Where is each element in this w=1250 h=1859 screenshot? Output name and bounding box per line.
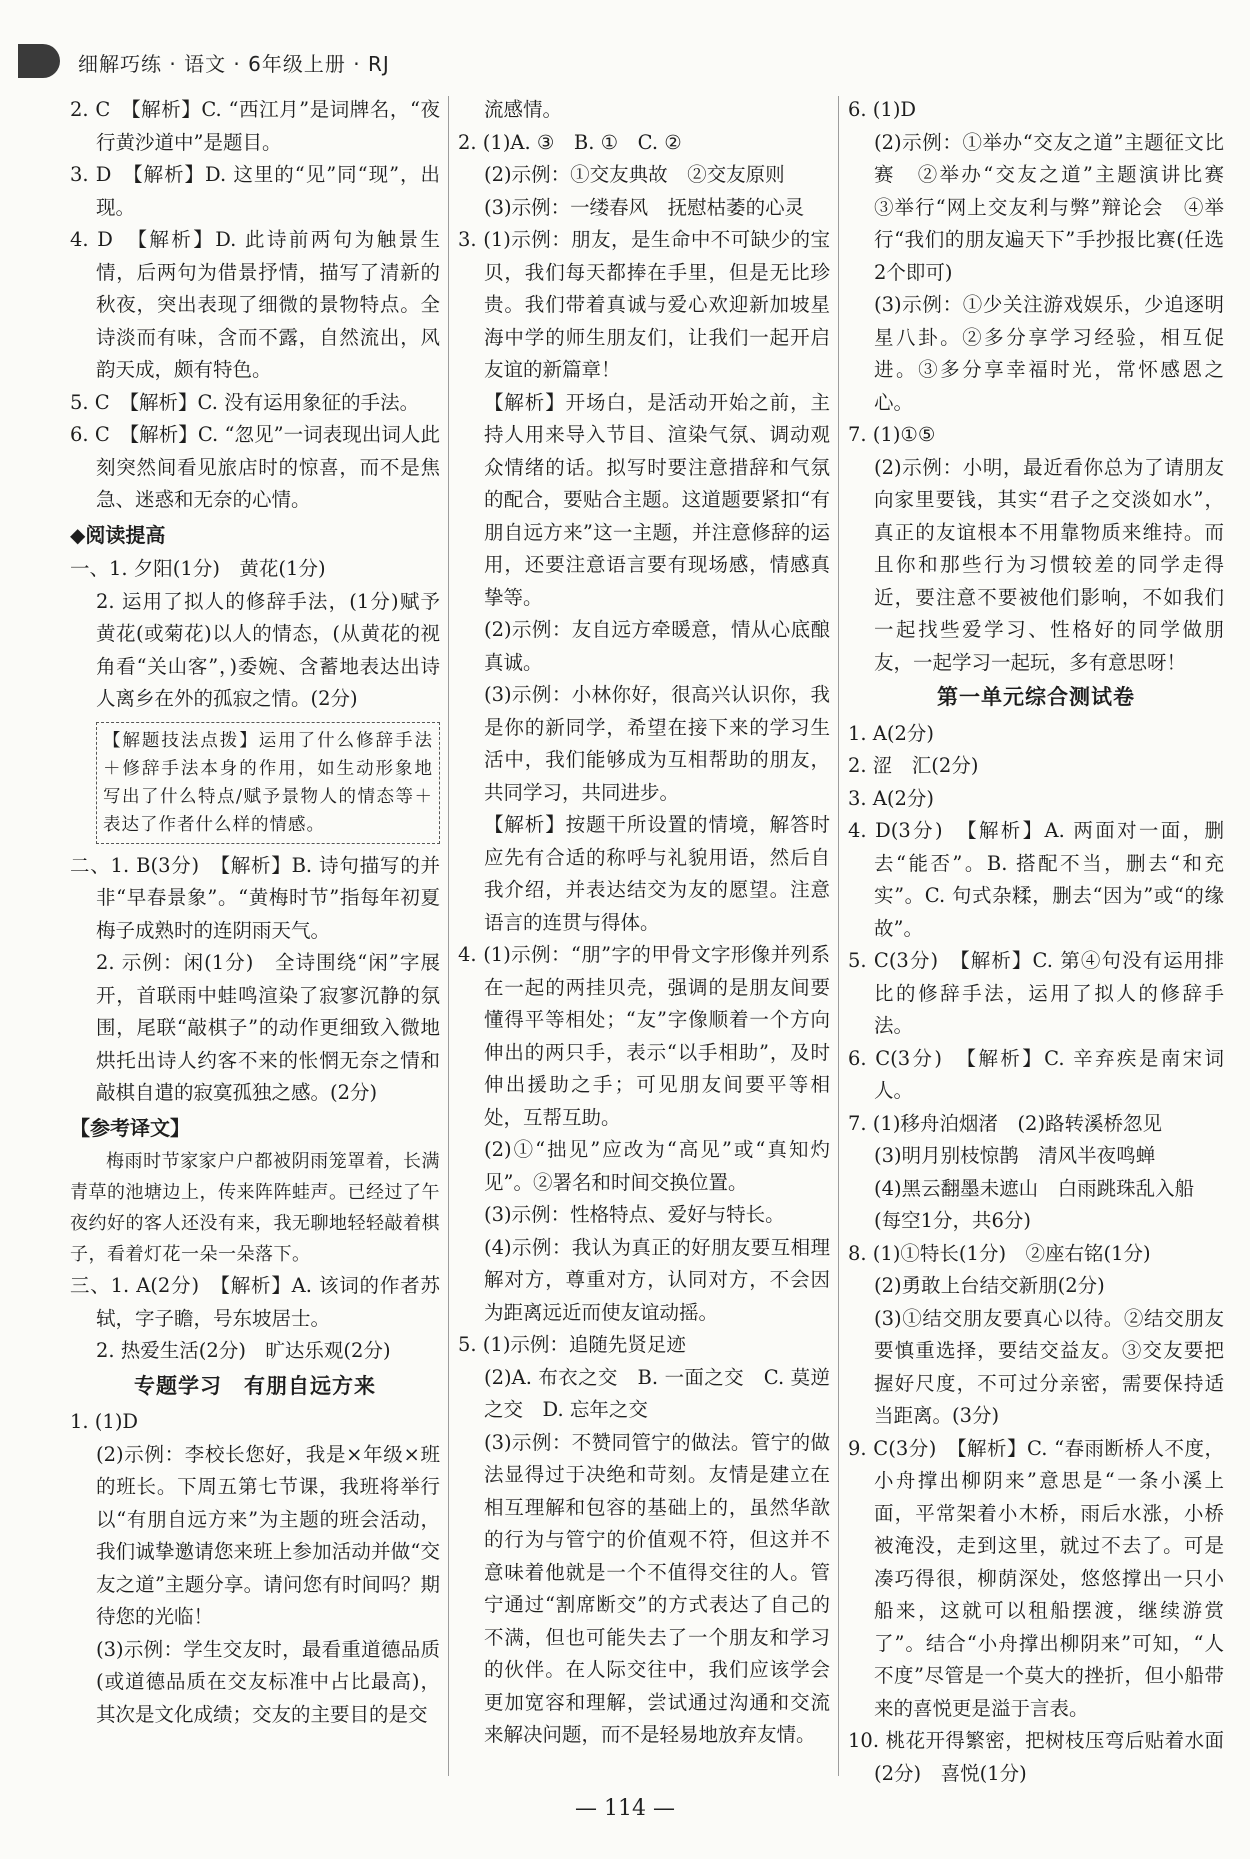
column-divider xyxy=(448,96,449,1776)
book-title: 细解巧练 · 语文 · 6年级上册 · RJ xyxy=(78,52,390,76)
answer-item: 一、1. 夕阳(1分) 黄花(1分) xyxy=(70,557,326,580)
answer-item: (2)示例：友自远方牵暖意，情从心底酿真诚。 xyxy=(484,618,830,674)
column-3 xyxy=(848,94,1244,1790)
answer-item: 4. D(3分) 【解析】A. 两面对一面，删去“能否”。B. 搭配不当，删去“和充实”。C. 句式杂糅，删去“因为”或“的缘故”。 xyxy=(848,819,1224,940)
answer-item: (2)示例：①举办“交友之道”主题征文比赛 ②举办“交友之道”主题演讲比赛 ③举行“网上交友利与弊”辩论会 ④举行“我们的朋友遍天下”手抄报比赛(任选2个即可) xyxy=(874,130,1244,284)
section-title-unit-test: 第一单元综合测试卷 xyxy=(937,685,1135,709)
answer-item: 流感情。 xyxy=(484,98,563,121)
answer-item: (3)示例：一缕春风 抚慰枯萎的心灵 xyxy=(484,195,805,219)
tip-box: 【解题技法点拨】运用了什么修辞手法＋修辞手法本身的作用，如生动形象地写出了什么特点/赋予景物人的情态等＋表达了作者什么样的情感。 xyxy=(96,722,440,844)
answer-item: 6. C(3分) 【解析】C. 辛弃疾是南宋词人。 xyxy=(848,1046,1224,1102)
translation-text: 梅雨时节家家户户都被阴雨笼罩着，长满青草的池塘边上，传来阵阵蛙声。已经过了午夜约好的客人还没有来，我无聊地轻轻敲着棋子，看着灯花一朵一朵落下。 xyxy=(70,1151,440,1265)
column-1 xyxy=(70,94,440,1731)
answer-item: 【解析】按题干所设置的情境，解答时应先有合适的称呼与礼貌用语，然后自我介绍，并表达结交为友的愿望。注意语言的连贯与得体。 xyxy=(484,813,830,934)
section-heading-translation: 【参考译文】 xyxy=(70,1115,190,1140)
answer-item: 10. 桃花开得繁密，把树枝压弯后贴着水面(2分) 喜悦(1分) xyxy=(848,1729,1224,1785)
answer-item: 2. 热爱生活(2分) 旷达乐观(2分) xyxy=(96,1339,391,1362)
answer-item: 2. 示例：闲(1分) 全诗围绕“闲”字展开，首联雨中蛙鸣渲染了寂寥沉静的氛围，尾联“敲棋子”的动作更细致入微地烘托出诗人约客不来的怅惘无奈之情和敲棋自遣的寂寞孤独之感。(2分) xyxy=(96,951,440,1104)
answer-item: 5. C 【解析】C. 没有运用象征的手法。 xyxy=(70,390,420,414)
answer-item: (2)示例：李校长您好，我是×年级×班的班长。下周五第七节课，我班将举行以“有朋自远方来”为主题的班会活动，我们诚挚邀请您来班上参加活动并做“交友之道”主题分享。请问您有时间吗？期待您的光临！ xyxy=(96,1442,440,1628)
answer-item: (2)勇敢上台结交新朋(2分) xyxy=(874,1274,1105,1297)
answer-item: 2. 涩 汇(2分) xyxy=(848,754,979,777)
answer-item: 6. C 【解析】C. “忽见”一词表现出词人此刻突然间看见旅店时的惊喜，而不是焦急、迷惑和无奈的心情。 xyxy=(70,423,440,511)
header-tab-mark xyxy=(18,44,60,78)
answer-item: 3. A(2分) xyxy=(848,786,935,810)
answer-item: (2)示例：小明，最近看你总为了请朋友向家里要钱，其实“君子之交淡如水”，真正的友谊根本不用靠物质来维持。而且你和那些行为习惯较差的同学走得近，要注意不要被他们影响，不如我们一起找些爱学习、性格好的同学做朋友，一起学习一起玩，多有意思呀！ xyxy=(874,455,1224,674)
answer-item: 二、1. B(3分) 【解析】B. 诗句描写的并非“早春景象”。“黄梅时节”指每年初夏梅子成熟时的连阴雨天气。 xyxy=(70,853,440,942)
answer-item: 3. D 【解析】D. 这里的“见”同“现”，出现。 xyxy=(70,163,440,219)
answer-item: (每空1分，共6分) xyxy=(874,1209,1032,1232)
answer-item: 2. 运用了拟人的修辞手法，(1分)赋予黄花(或菊花)以人的情态，(从黄花的视角看“关山客”，)委婉、含蓄地表达出诗人离乡在外的孤寂之情。(2分) xyxy=(96,589,440,710)
answer-item: 三、1. A(2分) 【解析】A. 该词的作者苏轼，字子瞻，号东坡居士。 xyxy=(70,1274,440,1330)
answer-item: 8. (1)①特长(1分) ②座右铭(1分) xyxy=(848,1241,1151,1265)
answer-item: 6. (1)D xyxy=(848,98,917,121)
answer-item: (3)明月别枝惊鹊 清风半夜鸣蝉 xyxy=(874,1144,1156,1167)
answer-item: (3)示例：小林你好，很高兴认识你，我是你的新同学，希望在接下来的学习生活中，我们能够成为互相帮助的朋友，共同学习，共同进步。 xyxy=(484,683,830,804)
answer-item: 9. C(3分) 【解析】C. “春雨断桥人不度，小舟撑出柳阴来”意思是“一条小溪上面，平常架着小木桥，雨后水涨，小桥被淹没，走到这里，就过不去了。可是凑巧得很，柳荫深处，悠悠撑出一只小船来，这就可以租船摆渡，继续游赏了”。结合“小舟撑出柳阴来”可知，“人不度”尽管是一个莫大的挫折，但小船带来的喜悦更是溢于言表。 xyxy=(848,1436,1224,1720)
answer-item: (4)示例：我认为真正的好朋友要互相理解对方，尊重对方，认同对方，不会因为距离远近而使友谊动摇。 xyxy=(484,1235,830,1324)
answer-item: 2. C 【解析】C. “西江月”是词牌名，“夜行黄沙道中”是题目。 xyxy=(70,98,440,154)
column-divider xyxy=(838,96,839,1776)
answer-item: 7. (1)移舟泊烟渚 (2)路转溪桥忽见 xyxy=(848,1111,1163,1135)
answer-item: 2. (1)A. ③ B. ① C. ② xyxy=(458,130,682,154)
answer-item: 1. (1)D xyxy=(70,1410,139,1433)
answer-item: (2)①“拙见”应改为“高见”或“真知灼见”。②署名和时间交换位置。 xyxy=(484,1138,830,1194)
section-title-special: 专题学习 有朋自远方来 xyxy=(134,1373,376,1398)
answer-item: (3)示例：性格特点、爱好与特长。 xyxy=(484,1203,785,1226)
answer-item: 5. (1)示例：追随先贤足迹 xyxy=(458,1333,686,1356)
answer-item: 【解析】开场白，是活动开始之前，主持人用来导入节目、渲染气氛、调动观众情绪的话。拟写时要注意措辞和气氛的配合，要贴合主题。这道题要紧扣“有朋自远方来”这一主题，并注意修辞的运用，还要注意语言要有现场感，情感真挚等。 xyxy=(484,390,830,609)
answer-item: (3)示例：学生交友时，最看重道德品质(或道德品质在交友标准中占比最高)，其次是文化成绩；交友的主要目的是交 xyxy=(96,1637,440,1726)
answer-item: 1. A(2分) xyxy=(848,721,935,745)
answer-item: 4. (1)示例：“朋”字的甲骨文字形像并列系在一起的两挂贝壳，强调的是朋友间要懂得平等相处；“友”字像顺着一个方向伸出的两只手，表示“以手相助”，及时伸出援助之手；可见朋友间要平等相处，互帮互助。 xyxy=(458,943,830,1129)
answer-item: 7. (1)①⑤ xyxy=(848,423,936,446)
answer-item: 4. D 【解析】D. 此诗前两句为触景生情，后两句为借景抒情，描写了清新的秋夜，突出表现了细微的景物特点。全诗淡而有味，含而不露，自然流出，风韵天成，颇有特色。 xyxy=(70,228,440,381)
answer-item: (3)①结交朋友要真心以待。②结交朋友要慎重选择，要结交益友。③交友要把握好尺度，不可过分亲密，需要保持适当距离。(3分) xyxy=(874,1306,1224,1427)
column-2 xyxy=(458,94,830,1752)
answer-item: (3)示例：不赞同管宁的做法。管宁的做法显得过于决绝和苛刻。友情是建立在相互理解和包容的基础上的，虽然华歆的行为与管宁的价值观不符，但这并不意味着他就是一个不值得交往的人。管宁通过“割席断交”的方式表达了自己的不满，但也可能失去了一个朋友和学习的伙伴。在人际交往中，我们应该学会更加宽容和理解，尝试通过沟通和交流来解决问题，而不是轻易地放弃友情。 xyxy=(484,1430,830,1746)
section-heading-reading: ◆阅读提高 xyxy=(70,522,166,547)
page-header xyxy=(0,40,1250,84)
answer-item: (4)黑云翻墨未遮山 白雨跳珠乱入船 xyxy=(874,1176,1195,1200)
answer-item: (2)示例：①交友典故 ②交友原则 xyxy=(484,163,785,186)
answer-item: (2)A. 布衣之交 B. 一面之交 C. 莫逆之交 D. 忘年之交 xyxy=(484,1365,830,1421)
answer-item: 3. (1)示例：朋友，是生命中不可缺少的宝贝，我们每天都捧在手里，但是无比珍贵。我们带着真诚与爱心欢迎新加坡星海中学的师生朋友们，让我们一起开启友谊的新篇章！ xyxy=(458,228,830,381)
page-number: — 114 — xyxy=(575,1796,675,1821)
answer-item: (3)示例：①少关注游戏娱乐，少追逐明星八卦。②多分享学习经验，相互促进。③多分享幸福时光，常怀感恩之心。 xyxy=(874,293,1224,414)
answer-item: 5. C(3分) 【解析】C. 第④句没有运用排比的修辞手法，运用了拟人的修辞手法。 xyxy=(848,949,1224,1037)
